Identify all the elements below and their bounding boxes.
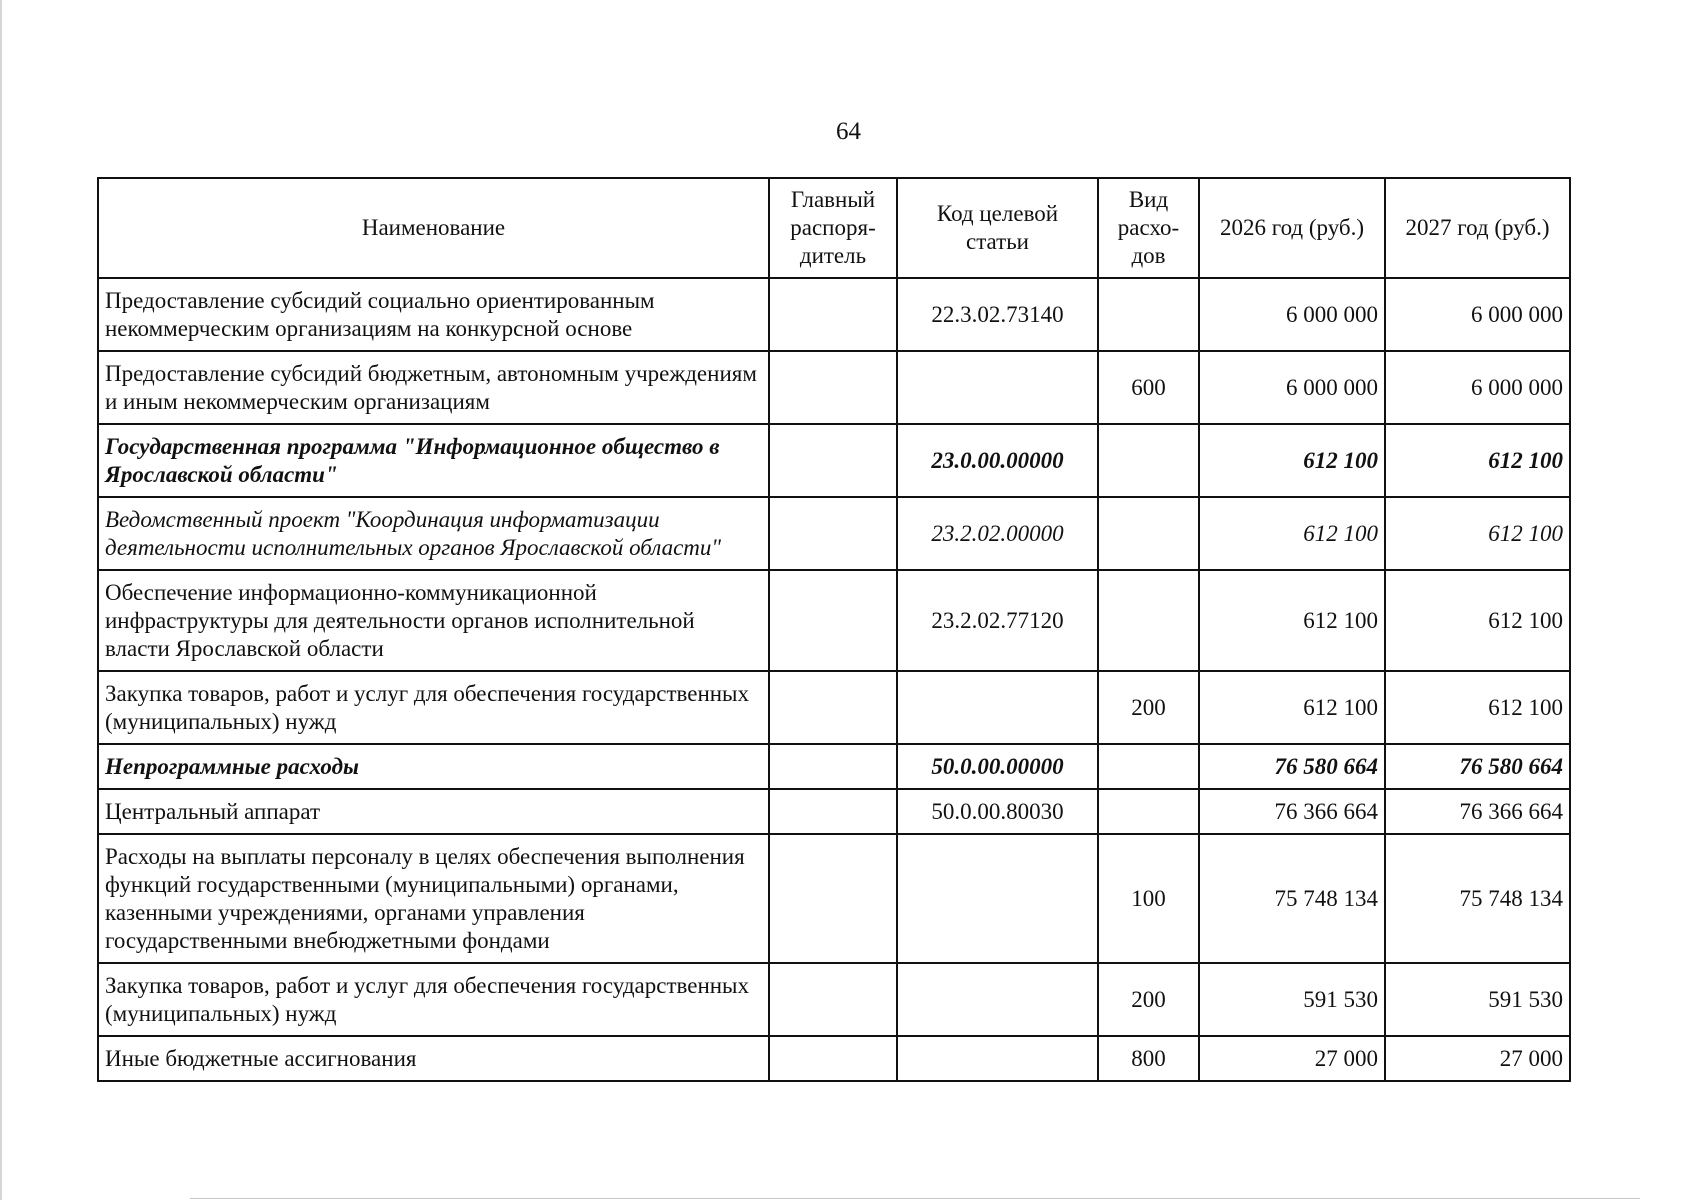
- cell-type: 800: [1098, 1036, 1199, 1081]
- cell-y2026: 76 580 664: [1199, 744, 1385, 789]
- cell-name: Ведомственный проект "Координация информатизации деятельности исполнительных органов Ярославской области": [98, 497, 769, 570]
- page-edge: [0, 0, 2, 1200]
- cell-type: [1098, 570, 1199, 671]
- cell-code: [897, 1036, 1098, 1081]
- table-row: [98, 834, 1570, 963]
- header-manager: Главный распоря-дитель: [769, 178, 897, 278]
- cell-name: Обеспечение информационно-коммуникационной инфраструктуры для деятельности органов исполнительной власти Ярославской области: [98, 570, 769, 671]
- cell-y2027: 612 100: [1385, 424, 1570, 497]
- page-number: 64: [836, 118, 861, 145]
- cell-manager: [769, 570, 897, 671]
- cell-name: Непрограммные расходы: [98, 744, 769, 789]
- table-row: [98, 963, 1570, 1036]
- table-row: [98, 278, 1570, 351]
- cell-y2027: 76 366 664: [1385, 789, 1570, 834]
- cell-manager: [769, 278, 897, 351]
- cell-code: 23.0.00.00000: [897, 424, 1098, 497]
- cell-manager: [769, 744, 897, 789]
- table-row: [98, 744, 1570, 789]
- cell-y2027: 75 748 134: [1385, 834, 1570, 963]
- cell-code: 50.0.00.80030: [897, 789, 1098, 834]
- cell-manager: [769, 1036, 897, 1081]
- cell-type: [1098, 744, 1199, 789]
- cell-name: Закупка товаров, работ и услуг для обеспечения государственных (муниципальных) нужд: [98, 671, 769, 744]
- cell-code: [897, 963, 1098, 1036]
- cell-y2027: 591 530: [1385, 963, 1570, 1036]
- cell-y2027: 612 100: [1385, 671, 1570, 744]
- cell-name: Предоставление субсидий бюджетным, автономным учреждениям и иным некоммерческим организациям: [98, 351, 769, 424]
- table-body: [98, 278, 1570, 1081]
- table-row: [98, 570, 1570, 671]
- cell-name: Расходы на выплаты персоналу в целях обеспечения выполнения функций государственными (муниципальными) органами, казенными учреждениями, органами управления государственными внебюджетными фондами: [98, 834, 769, 963]
- cell-manager: [769, 834, 897, 963]
- cell-y2027: 6 000 000: [1385, 351, 1570, 424]
- table-row: [98, 1036, 1570, 1081]
- cell-y2027: 76 580 664: [1385, 744, 1570, 789]
- cell-y2026: 612 100: [1199, 570, 1385, 671]
- cell-code: 23.2.02.77120: [897, 570, 1098, 671]
- cell-y2026: 27 000: [1199, 1036, 1385, 1081]
- cell-type: 200: [1098, 671, 1199, 744]
- cell-y2027: 27 000: [1385, 1036, 1570, 1081]
- cell-y2026: 612 100: [1199, 424, 1385, 497]
- cell-y2027: 6 000 000: [1385, 278, 1570, 351]
- cell-type: [1098, 497, 1199, 570]
- header-type: Вид расхо-дов: [1098, 178, 1199, 278]
- cell-type: [1098, 789, 1199, 834]
- cell-y2027: 612 100: [1385, 497, 1570, 570]
- header-code: Код целевой статьи: [897, 178, 1098, 278]
- cell-manager: [769, 351, 897, 424]
- cell-type: 200: [1098, 963, 1199, 1036]
- cell-y2027: 612 100: [1385, 570, 1570, 671]
- bottom-rule: [190, 1198, 1640, 1199]
- cell-code: [897, 351, 1098, 424]
- table-row: [98, 789, 1570, 834]
- cell-manager: [769, 671, 897, 744]
- cell-manager: [769, 424, 897, 497]
- cell-code: [897, 671, 1098, 744]
- cell-name: Предоставление субсидий социально ориентированным некоммерческим организациям на конкурсной основе: [98, 278, 769, 351]
- cell-name: Закупка товаров, работ и услуг для обеспечения государственных (муниципальных) нужд: [98, 963, 769, 1036]
- cell-y2026: 76 366 664: [1199, 789, 1385, 834]
- cell-name: Иные бюджетные ассигнования: [98, 1036, 769, 1081]
- table-row: [98, 424, 1570, 497]
- cell-code: [897, 834, 1098, 963]
- table-row: [98, 497, 1570, 570]
- cell-y2026: 612 100: [1199, 497, 1385, 570]
- cell-type: 100: [1098, 834, 1199, 963]
- cell-y2026: 6 000 000: [1199, 278, 1385, 351]
- cell-code: 50.0.00.00000: [897, 744, 1098, 789]
- header-2026: 2026 год (руб.): [1199, 178, 1385, 278]
- cell-type: [1098, 278, 1199, 351]
- cell-y2026: 6 000 000: [1199, 351, 1385, 424]
- cell-manager: [769, 497, 897, 570]
- cell-y2026: 591 530: [1199, 963, 1385, 1036]
- table-row: [98, 351, 1570, 424]
- cell-manager: [769, 789, 897, 834]
- cell-code: 22.3.02.73140: [897, 278, 1098, 351]
- cell-type: [1098, 424, 1199, 497]
- cell-y2026: 612 100: [1199, 671, 1385, 744]
- table-row: [98, 671, 1570, 744]
- cell-manager: [769, 963, 897, 1036]
- budget-table: [97, 177, 1571, 1082]
- header-2027: 2027 год (руб.): [1385, 178, 1570, 278]
- table-header-row: [98, 178, 1570, 278]
- cell-name: Государственная программа "Информационное общество в Ярославской области": [98, 424, 769, 497]
- cell-name: Центральный аппарат: [98, 789, 769, 834]
- cell-type: 600: [1098, 351, 1199, 424]
- cell-code: 23.2.02.00000: [897, 497, 1098, 570]
- cell-y2026: 75 748 134: [1199, 834, 1385, 963]
- header-name: Наименование: [98, 178, 769, 278]
